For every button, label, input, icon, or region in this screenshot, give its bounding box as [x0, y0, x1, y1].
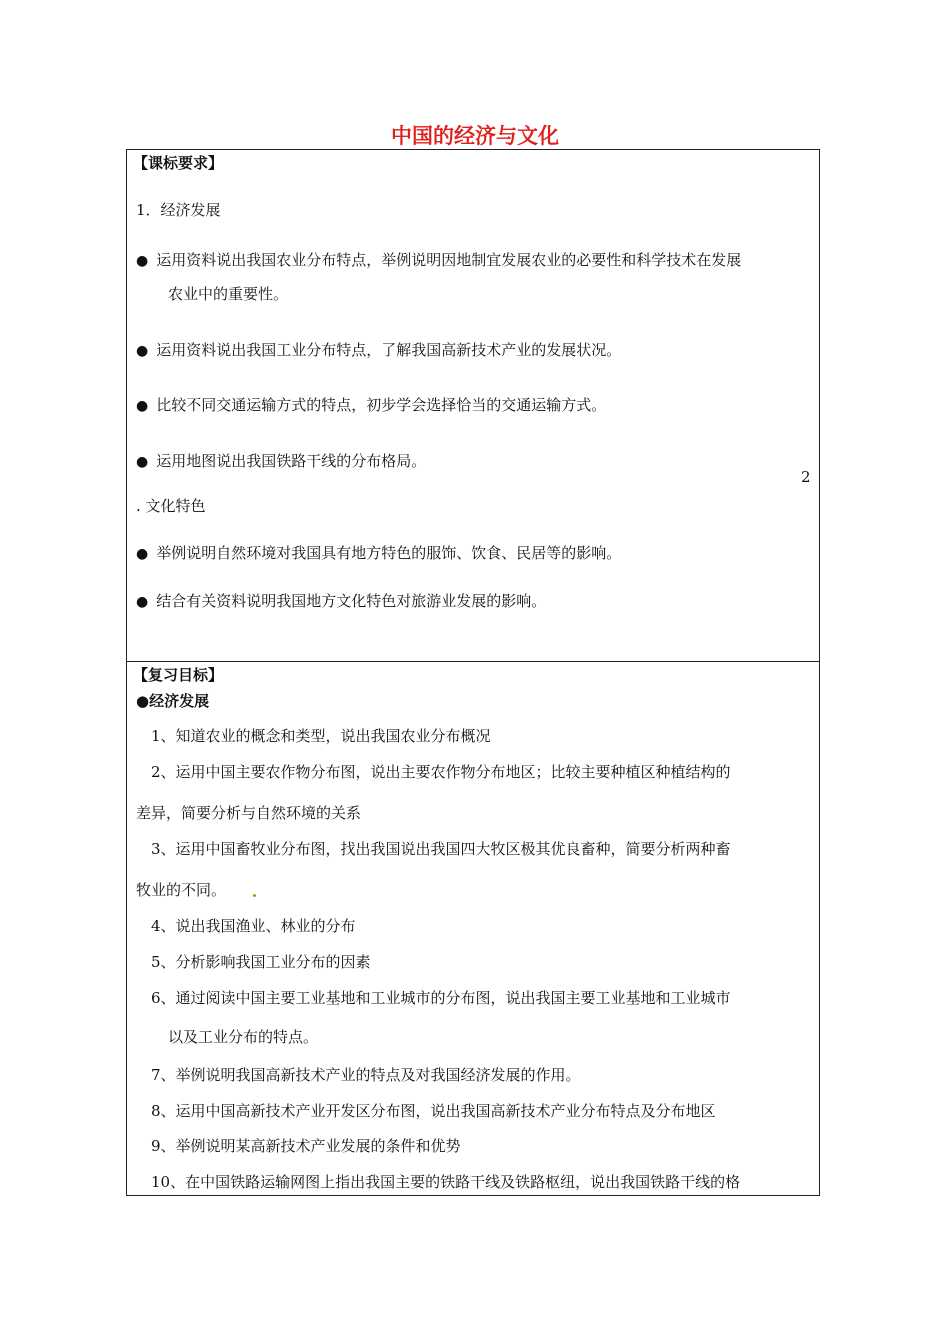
subheading-economic-development-2: ●经济发展	[136, 692, 210, 710]
list-item: 8、运用中国高新技术产业开发区分布图，说出我国高新技术产业分布特点及分布地区	[151, 1102, 716, 1120]
list-item: 3、运用中国畜牧业分布图，找出我国说出我国四大牧区极其优良畜种，简要分析两种畜	[151, 840, 731, 858]
bullet-icon: ●	[136, 398, 149, 414]
list-item: 4、说出我国渔业、林业的分布	[151, 917, 356, 935]
bullet-icon: ●	[136, 594, 149, 610]
bullet-text: 运用资料说出我国农业分布特点，举例说明因地制宜发展农业的必要性和科学技术在发展	[156, 251, 742, 269]
bullet-item-culture-environment	[136, 543, 621, 564]
bullet-text: 比较不同交通运输方式的特点，初步学会选择恰当的交通运输方式。	[156, 396, 607, 414]
bullet-icon: ●	[136, 546, 149, 562]
list-item: 1、知道农业的概念和类型，说出我国农业分布概况	[151, 727, 491, 745]
list-item: 9、举例说明某高新技术产业发展的条件和优势	[151, 1137, 461, 1155]
list-item: 6、通过阅读中国主要工业基地和工业城市的分布图，说出我国主要工业基地和工业城市	[151, 989, 731, 1007]
list-item-continued: 牧业的不同。	[136, 881, 227, 899]
section-heading-objectives: 【复习目标】	[133, 666, 224, 684]
subheading-culture: . 文化特色	[136, 497, 206, 515]
bullet-item-transport	[136, 395, 606, 416]
list-item-continued: 差异，简要分析与自然环境的关系	[136, 804, 362, 822]
list-item: 7、举例说明我国高新技术产业的特点及对我国经济发展的作用。	[151, 1066, 581, 1084]
stray-mark	[253, 894, 256, 897]
page-title: 中国的经济与文化	[391, 124, 559, 148]
bullet-text: 结合有关资料说明我国地方文化特色对旅游业发展的影响。	[156, 592, 547, 610]
list-item: 10、在中国铁路运输网图上指出我国主要的铁路干线及铁路枢纽，说出我国铁路干线的格	[151, 1173, 741, 1191]
list-item: 2、运用中国主要农作物分布图，说出主要农作物分布地区；比较主要种植区种植结构的	[151, 763, 731, 781]
bullet-item-culture-tourism	[136, 591, 546, 612]
bullet-item-industry	[136, 340, 621, 361]
list-item: 5、分析影响我国工业分布的因素	[151, 953, 371, 971]
bullet-item-agriculture-continued: 农业中的重要性。	[168, 285, 289, 303]
bullet-icon: ●	[136, 253, 149, 269]
bullet-item-agriculture	[136, 250, 741, 271]
list-item-continued: 以及工业分布的特点。	[168, 1028, 319, 1046]
subheading-economic-development: 1．经济发展	[136, 201, 221, 219]
section-heading-requirements: 【课标要求】	[133, 154, 224, 172]
bullet-text: 运用资料说出我国工业分布特点，了解我国高新技术产业的发展状况。	[156, 341, 622, 359]
bullet-icon: ●	[136, 454, 149, 470]
page-number: 2	[801, 468, 811, 486]
bullet-item-railway	[136, 451, 426, 472]
bullet-text: 举例说明自然环境对我国具有地方特色的服饰、饮食、民居等的影响。	[156, 544, 622, 562]
bullet-icon: ●	[136, 343, 149, 359]
bullet-text: 运用地图说出我国铁路干线的分布格局。	[156, 452, 427, 470]
